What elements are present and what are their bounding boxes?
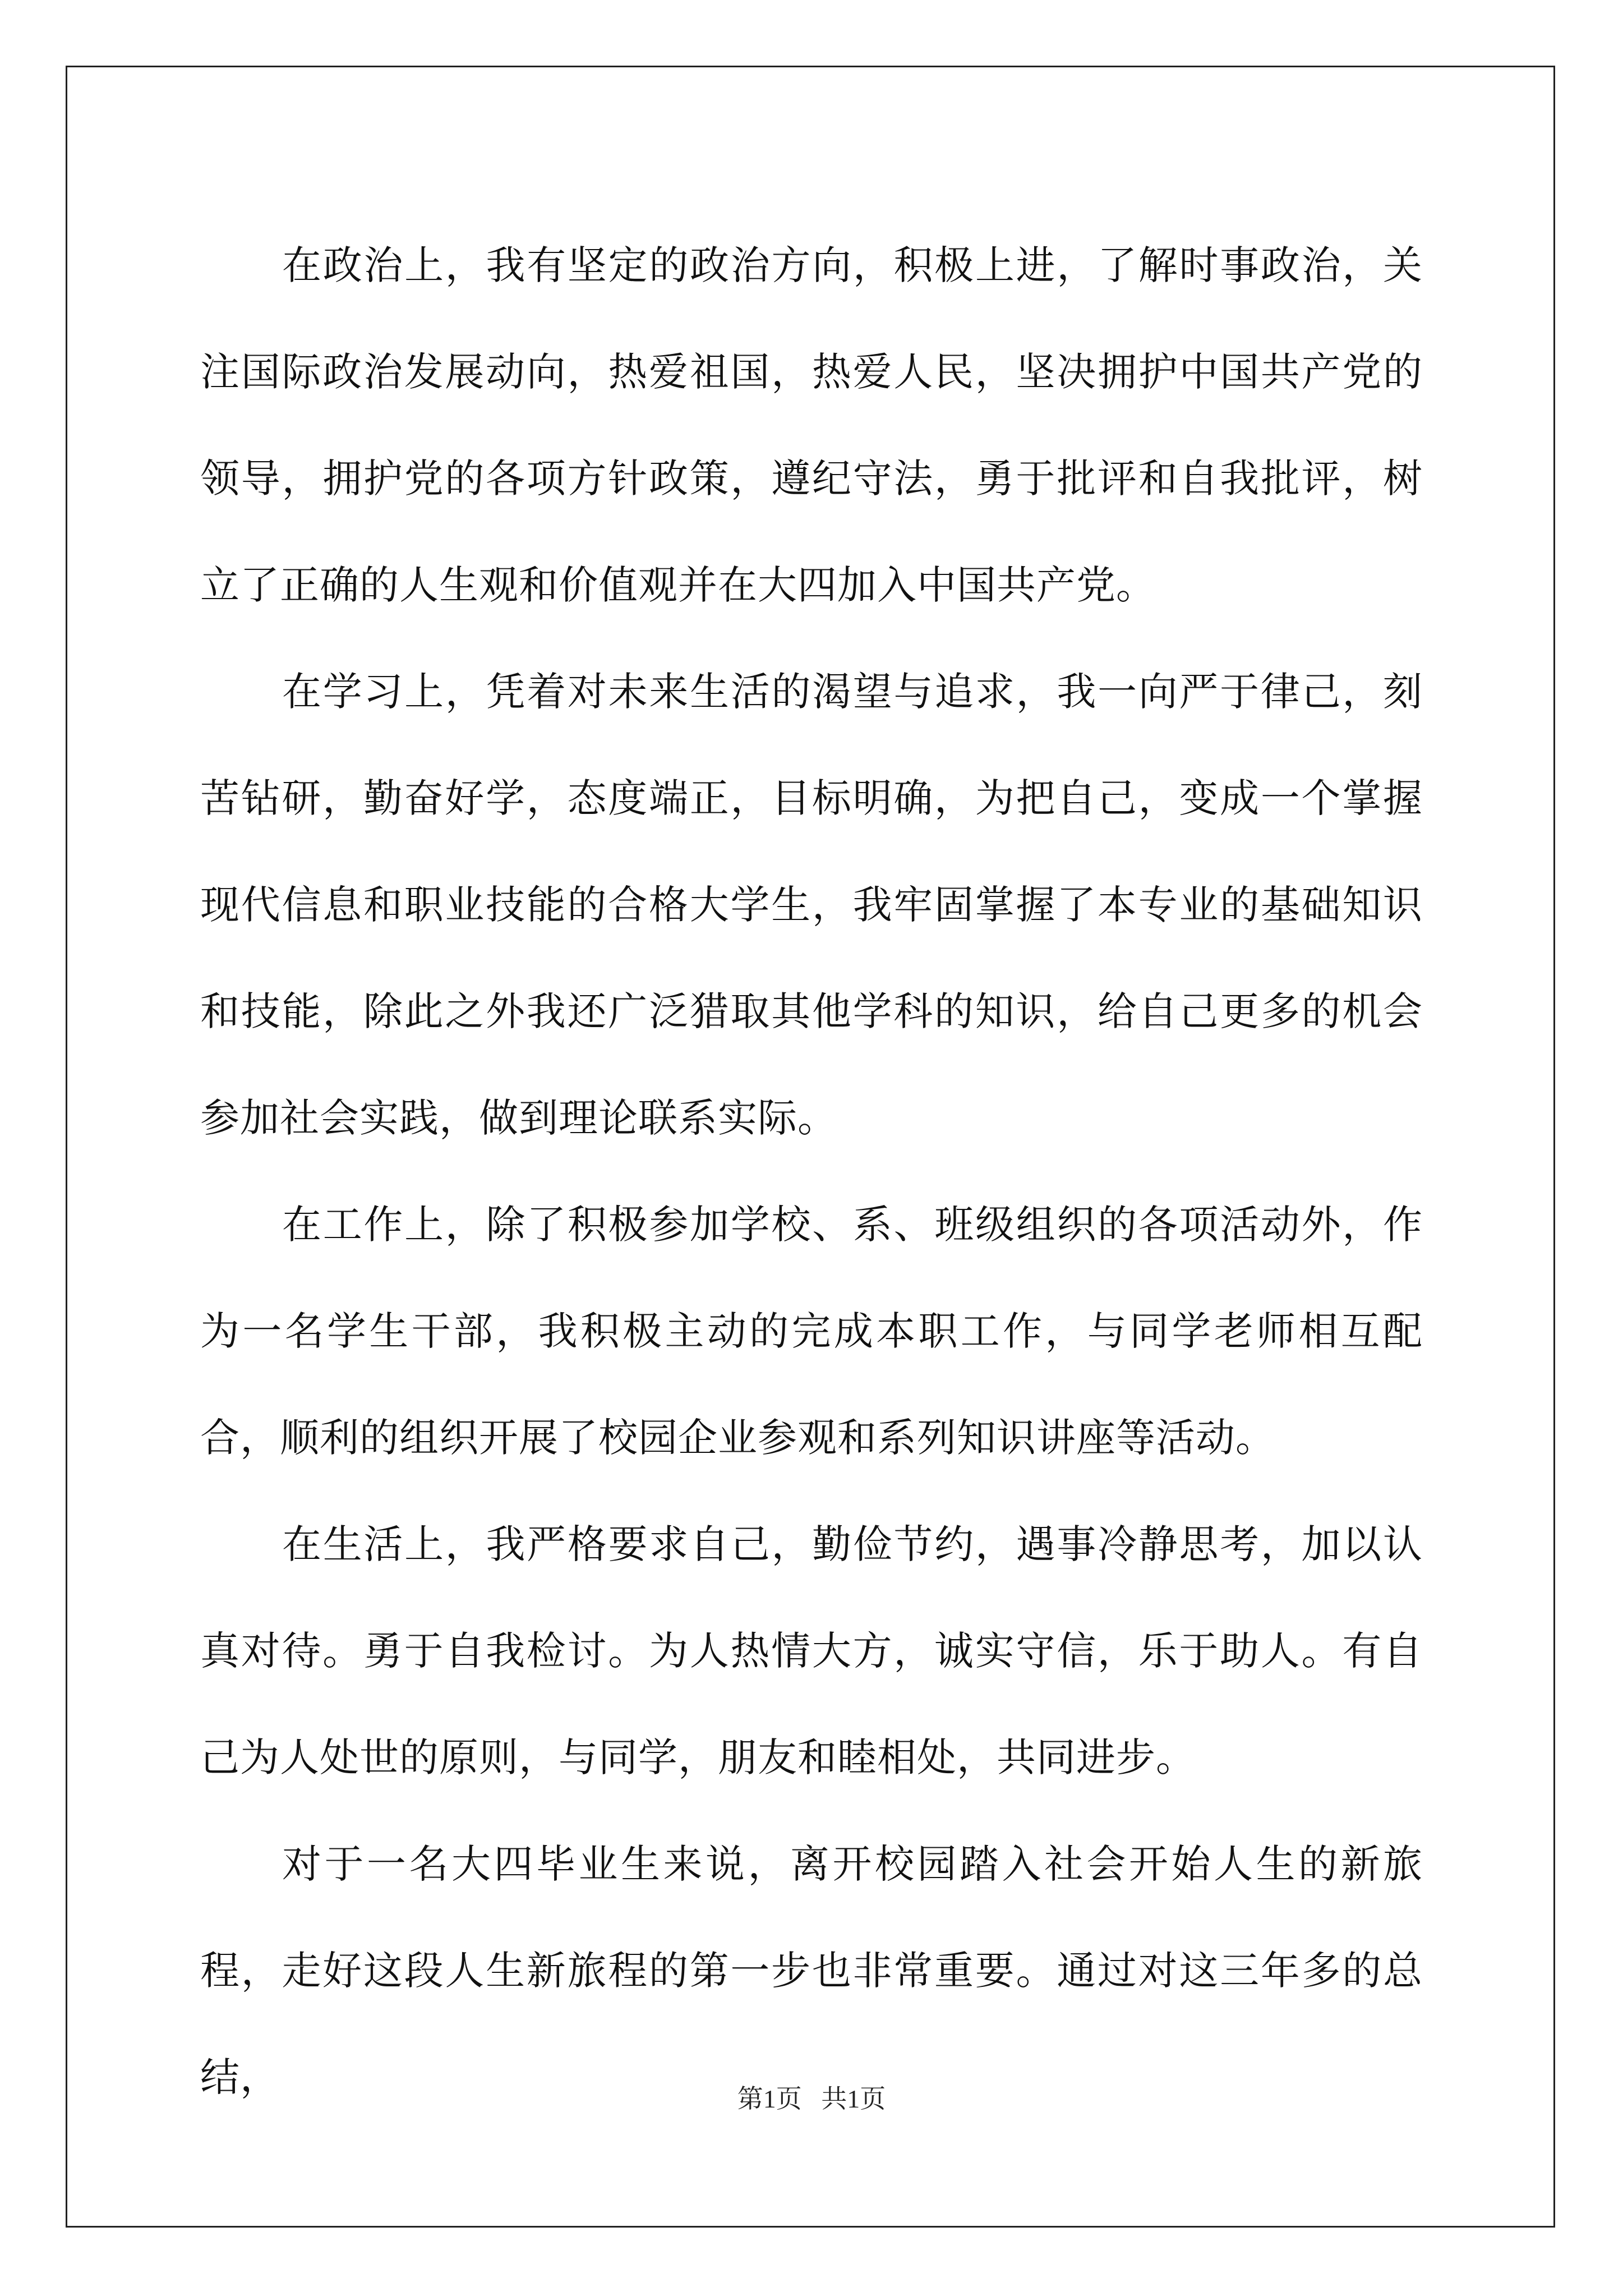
paragraph-study: 在学习上，凭着对未来生活的渴望与追求，我一向严于律己，刻苦钻研，勤奋好学，态度端正，目标明确，为把自己，变成一个掌握现代信息和职业技能的合格大学生，我牢固掌握了本专业的基础知识和技能，除此之外我还广泛猎取其他学科的知识，给自己更多的机会参加社会实践，做到理论联系实际。	[200, 669, 1423, 1141]
document-body	[200, 212, 1423, 2131]
paragraph-life: 在生活上，我严格要求自己，勤俭节约，遇事冷静思考，加以认真对待。勇于自我检讨。为人热情大方，诚实守信，乐于助人。有自己为人处世的原则，与同学，朋友和睦相处，共同进步。	[200, 1521, 1423, 1780]
paragraph-work: 在工作上，除了积极参加学校、系、班级组织的各项活动外，作为一名学生干部，我积极主动的完成本职工作，与同学老师相互配合，顺利的组织开展了校园企业参观和系列知识讲座等活动。	[200, 1202, 1423, 1461]
page-number-footer: 第1页 共1页	[737, 2085, 886, 2113]
paragraph-politics: 在政治上，我有坚定的政治方向，积极上进，了解时事政治，关注国际政治发展动向，热爱祖国，热爱人民，坚决拥护中国共产党的领导，拥护党的各项方针政策，遵纪守法，勇于批评和自我批评，树立了正确的人生观和价值观并在大四加入中国共产党。	[200, 242, 1423, 608]
paragraph-graduation: 对于一名大四毕业生来说，离开校园踏入社会开始人生的新旅程，走好这段人生新旅程的第一步也非常重要。通过对这三年多的总结，	[200, 1841, 1423, 2100]
